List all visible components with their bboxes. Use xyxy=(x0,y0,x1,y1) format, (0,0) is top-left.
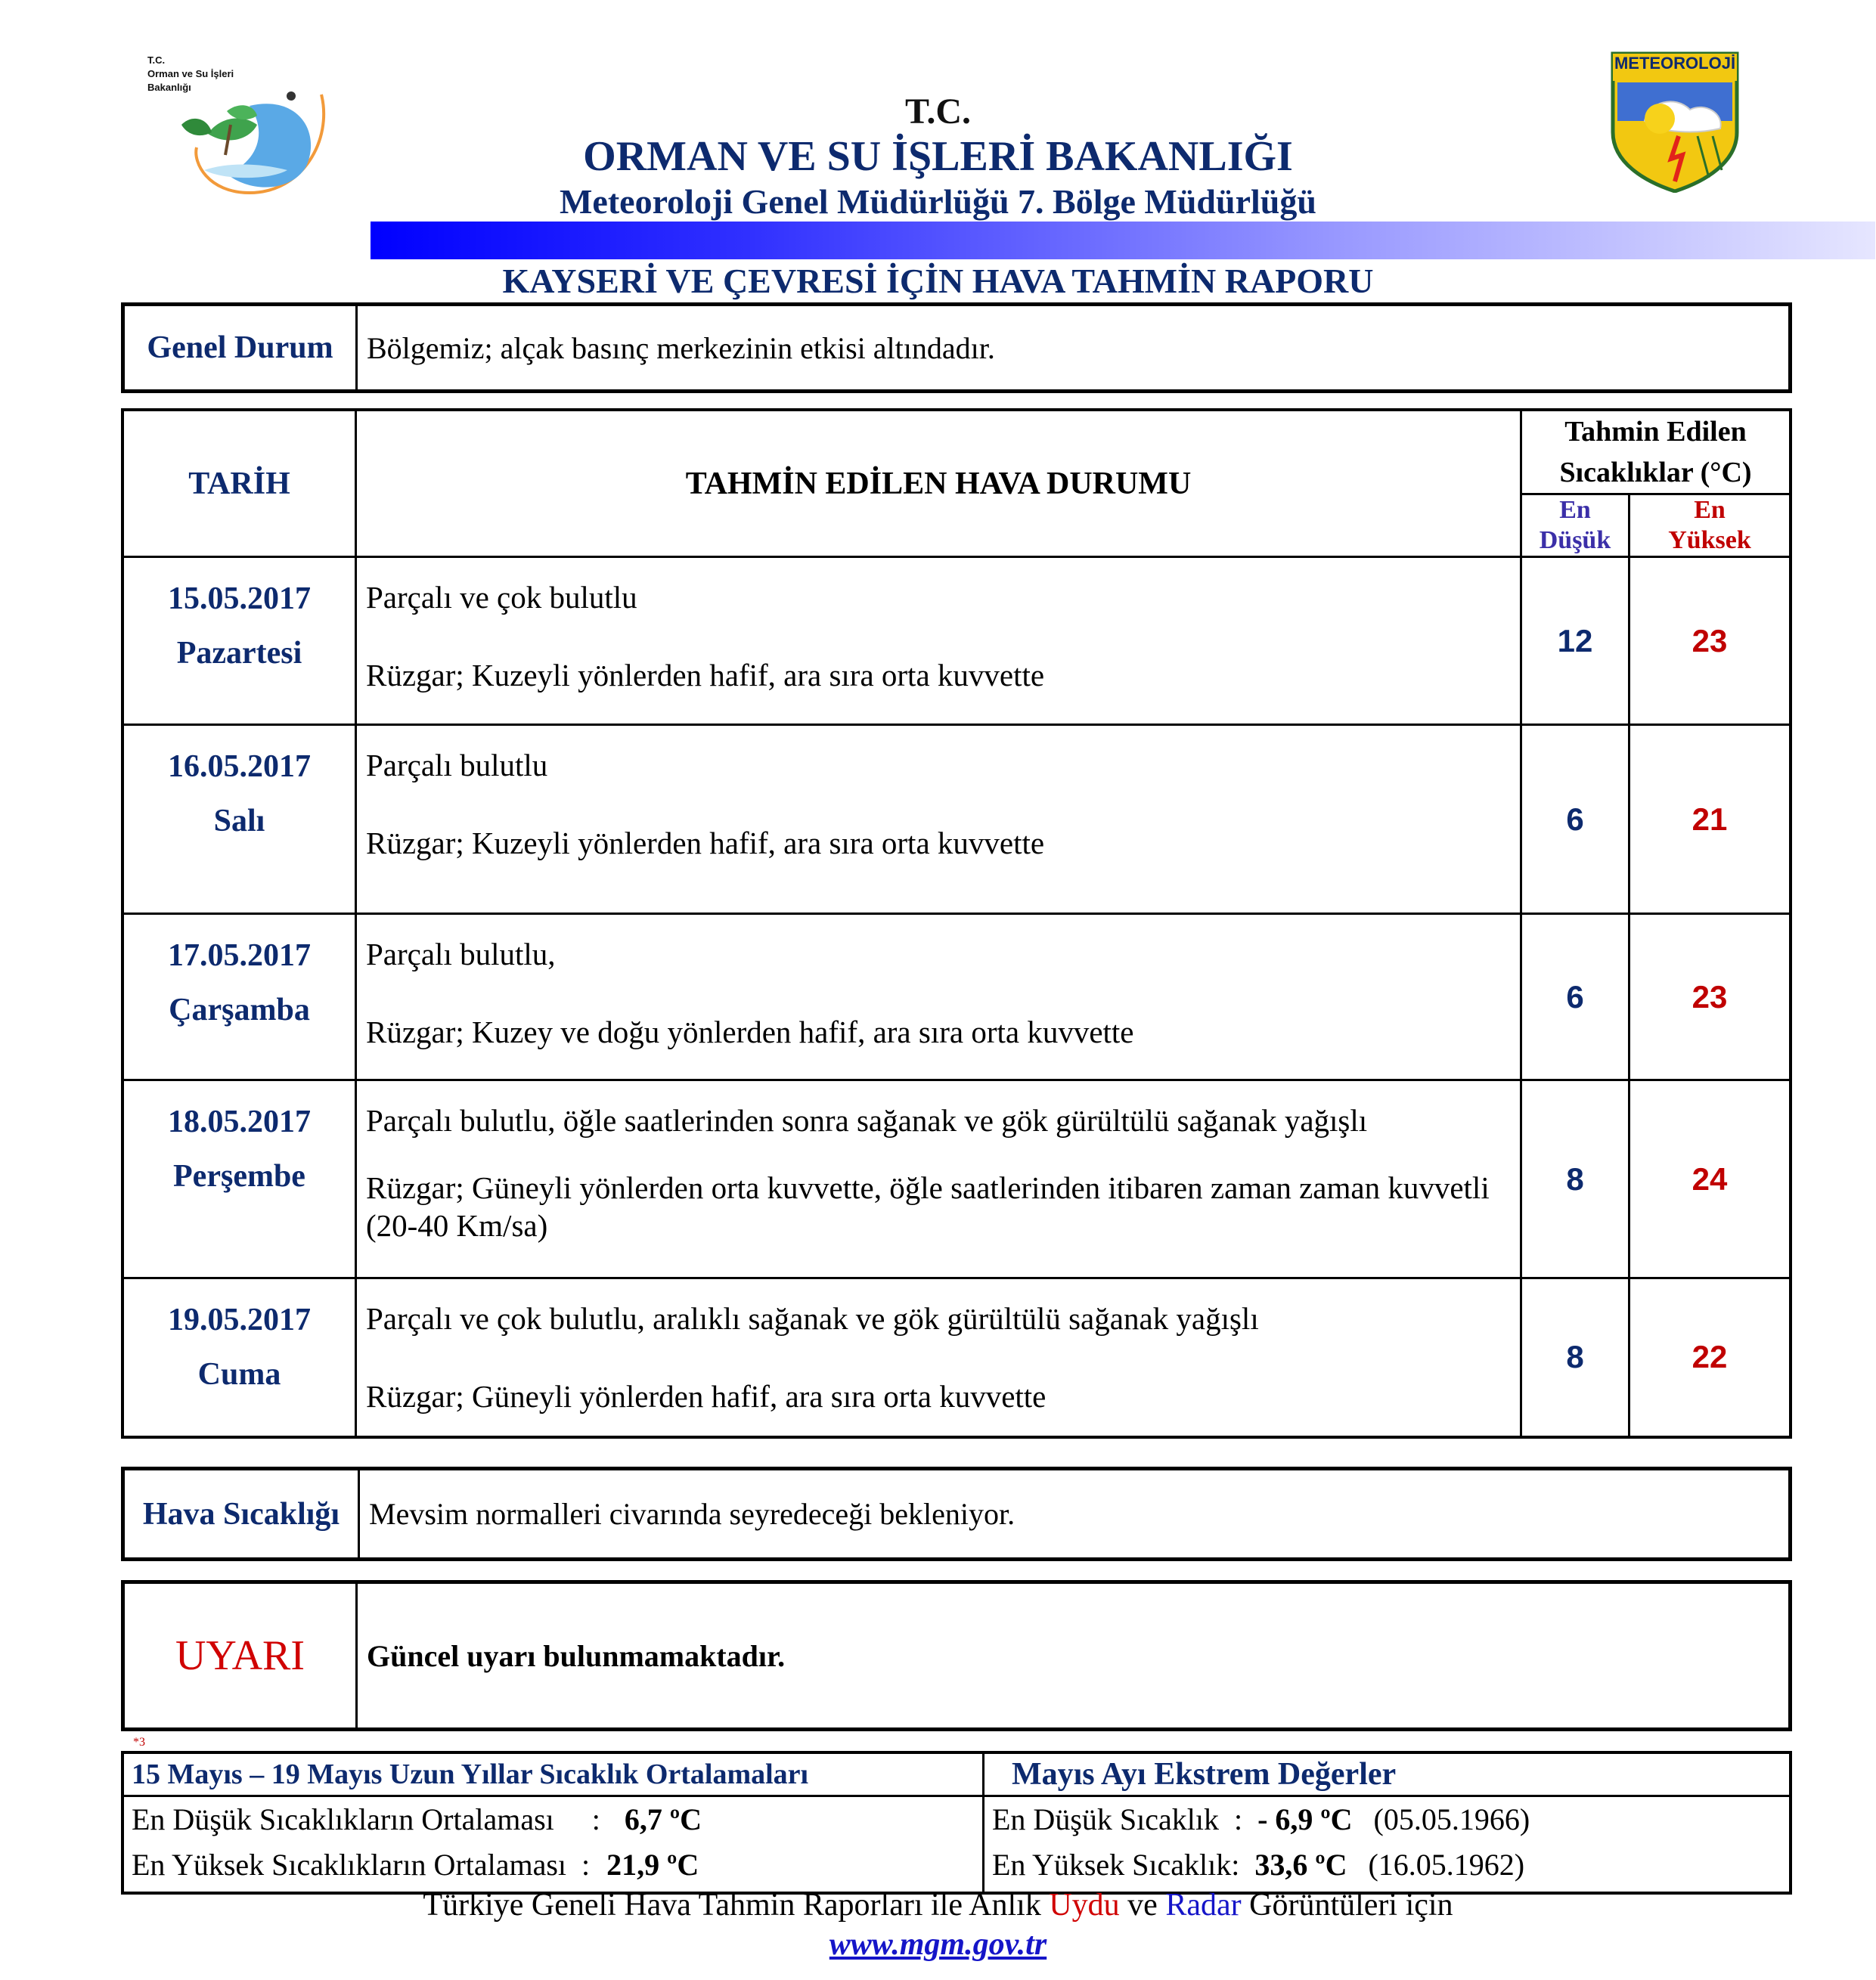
air-temperature-table xyxy=(121,1467,1792,1561)
forecast-row xyxy=(122,1080,1791,1278)
forecast-min-temp: 12 xyxy=(1521,557,1629,725)
general-situation-value: Bölgemiz; alçak basınç merkezinin etkisi altındadır. xyxy=(357,305,1791,392)
monthly-extremes-values xyxy=(984,1796,1791,1894)
forecast-row xyxy=(122,557,1791,725)
long-term-averages-values xyxy=(122,1796,984,1894)
air-temperature-label: Hava Sıcaklığı xyxy=(123,1469,359,1560)
forecast-min-temp: 8 xyxy=(1521,1278,1629,1437)
extreme-min-line: En Düşük Sıcaklık : - 6,9 ºC (05.05.1966) xyxy=(992,1802,1530,1836)
forecast-max-temp: 22 xyxy=(1629,1278,1791,1437)
meteoroloji-logo-text: METEOROLOJİ xyxy=(1614,54,1736,73)
footnote-mark: *3 xyxy=(133,1736,145,1749)
general-situation-label: Genel Durum xyxy=(123,305,357,392)
header-tc: T.C. xyxy=(904,91,972,132)
temperatures-column-header: Tahmin Edilen Sıcaklıklar (°C) xyxy=(1521,410,1791,494)
forecast-table xyxy=(121,408,1792,1439)
header-directorate: Meteoroloji Genel Müdürlüğü 7. Bölge Müdürlüğü xyxy=(560,182,1316,221)
extreme-max-line: En Yüksek Sıcaklık: 33,6 ºC (16.05.1962) xyxy=(992,1848,1525,1882)
long-term-averages-title: 15 Mayıs – 19 Mayıs Uzun Yıllar Sıcaklık Ortalamaları xyxy=(122,1752,984,1796)
forecast-max-temp: 23 xyxy=(1629,557,1791,725)
warning-value: Güncel uyarı bulunmamaktadır. xyxy=(357,1582,1791,1730)
forecast-row xyxy=(122,914,1791,1080)
date-column-header: TARİH xyxy=(122,410,356,557)
warning-table xyxy=(121,1580,1792,1731)
climate-statistics-table xyxy=(121,1751,1792,1895)
weather-column-header: TAHMİN EDİLEN HAVA DURUMU xyxy=(356,410,1521,557)
average-max-line: En Yüksek Sıcaklıkların Ortalaması : 21,9 ºC xyxy=(132,1848,699,1882)
min-temp-header: En Düşük xyxy=(1521,494,1629,557)
average-min-line: En Düşük Sıcaklıkların Ortalaması : 6,7 ºC xyxy=(132,1802,702,1836)
forecast-description-cell: Parçalı ve çok bulutlu, aralıklı sağanak ve gök gürültülü sağanak yağışlı Rüzgar; Güneyli yönlerden hafif, ara sıra orta kuvvette xyxy=(356,1278,1521,1437)
forecast-description-cell: Parçalı bulutlu, Rüzgar; Kuzey ve doğu yönlerden hafif, ara sıra orta kuvvette xyxy=(356,914,1521,1080)
forecast-row xyxy=(122,1278,1791,1437)
forecast-date-cell: 18.05.2017 Perşembe xyxy=(122,1080,356,1278)
forecast-max-temp: 23 xyxy=(1629,914,1791,1080)
forecast-max-temp: 21 xyxy=(1629,725,1791,914)
forecast-description-cell: Parçalı bulutlu, öğle saatlerinden sonra sağanak ve gök gürültülü sağanak yağışlı Rüzgar; Güneyli yönlerden orta kuvvette, öğle saatlerinden itibaren zaman zaman kuvvetli (20-40 Km/sa) xyxy=(356,1080,1521,1278)
footer-radar: Radar xyxy=(1165,1888,1242,1923)
header-gradient-bar xyxy=(371,222,1875,259)
forecast-date-cell: 16.05.2017 Salı xyxy=(122,725,356,914)
footer-url-container xyxy=(0,1926,1876,1963)
general-situation-table xyxy=(121,302,1792,393)
ministry-logo-text: T.C. Orman ve Su İşleri Bakanlığı xyxy=(147,54,234,93)
air-temperature-value: Mevsim normalleri civarında seyredeceği bekleniyor. xyxy=(359,1469,1791,1560)
website-link[interactable]: www.mgm.gov.tr xyxy=(829,1927,1047,1962)
forecast-row xyxy=(122,725,1791,914)
footer-uydu: Uydu xyxy=(1049,1888,1120,1923)
forecast-min-temp: 6 xyxy=(1521,725,1629,914)
forecast-max-temp: 24 xyxy=(1629,1080,1791,1278)
forecast-date-cell: 17.05.2017 Çarşamba xyxy=(122,914,356,1080)
header-ministry: ORMAN VE SU İŞLERİ BAKANLIĞI xyxy=(583,133,1293,180)
monthly-extremes-title: Mayıs Ayı Ekstrem Değerler xyxy=(984,1752,1791,1796)
max-temp-header: En Yüksek xyxy=(1629,494,1791,557)
forecast-description-cell: Parçalı bulutlu Rüzgar; Kuzeyli yönlerden hafif, ara sıra orta kuvvette xyxy=(356,725,1521,914)
warning-label: UYARI xyxy=(123,1582,357,1730)
report-title: KAYSERİ VE ÇEVRESİ İÇİN HAVA TAHMİN RAPORU xyxy=(502,262,1374,300)
forecast-date-cell: 19.05.2017 Cuma xyxy=(122,1278,356,1437)
footer-text: Türkiye Geneli Hava Tahmin Raporları ile Anlık Uydu ve Radar Görüntüleri için xyxy=(423,1888,1453,1923)
forecast-date-cell: 15.05.2017 Pazartesi xyxy=(122,557,356,725)
forecast-min-temp: 8 xyxy=(1521,1080,1629,1278)
forecast-min-temp: 6 xyxy=(1521,914,1629,1080)
forecast-description-cell: Parçalı ve çok bulutlu Rüzgar; Kuzeyli yönlerden hafif, ara sıra orta kuvvette xyxy=(356,557,1521,725)
